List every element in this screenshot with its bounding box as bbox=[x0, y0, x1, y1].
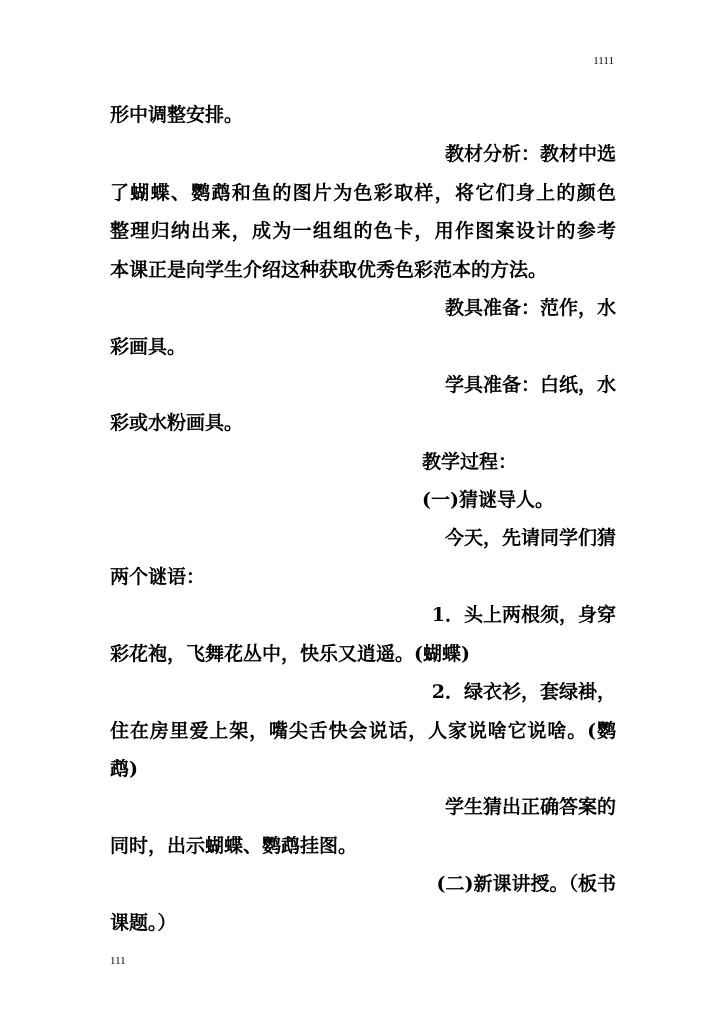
text-line: 彩画具。 bbox=[110, 336, 187, 358]
text-line: (二)新课讲授。（板书 bbox=[436, 873, 616, 895]
text-line: 学生猜出正确答案的 bbox=[444, 796, 616, 818]
text-line: 形中调整安排。 bbox=[110, 104, 244, 126]
text-line: 课题。） bbox=[110, 912, 177, 934]
text-line: 本课正是向学生介绍这种获取优秀色彩范本的方法。 bbox=[110, 259, 548, 281]
text-line: 学具准备：白纸，水 bbox=[444, 374, 616, 396]
text-line: 住在房里爱上架，嘴尖舌快会说话，人家说啥它说啥。(鹦 bbox=[110, 720, 616, 742]
text-line: 1．头上两根须，身穿 bbox=[431, 604, 616, 626]
text-line: 整理归纳出来，成为一组组的色卡，用作图案设计的参考 bbox=[110, 220, 616, 242]
text-line: 彩花袍，飞舞花丛中，快乐又逍遥。(蝴蝶) bbox=[110, 643, 470, 665]
text-line: 教学过程： bbox=[422, 451, 518, 473]
text-line: 教具准备：范作，水 bbox=[444, 297, 616, 319]
text-line: 两个谜语： bbox=[110, 566, 206, 588]
page-number-bottom: 111 bbox=[110, 955, 126, 967]
text-line: 今天，先请同学们猜 bbox=[444, 527, 616, 549]
text-line: 了蝴蝶、鹦鹉和鱼的图片为色彩取样，将它们身上的颜色 bbox=[110, 182, 616, 204]
text-line: 鹉) bbox=[110, 758, 138, 780]
text-line: 彩或水粉画具。 bbox=[110, 412, 244, 434]
text-line: 同时，出示蝴蝶、鹦鹉挂图。 bbox=[110, 835, 358, 857]
page-number-top: 1111 bbox=[593, 55, 614, 67]
text-line: 教材分析：教材中选 bbox=[444, 143, 616, 165]
text-line: (一)猜谜导人。 bbox=[422, 489, 554, 511]
text-line: 2．绿衣衫，套绿褂， bbox=[431, 681, 616, 703]
